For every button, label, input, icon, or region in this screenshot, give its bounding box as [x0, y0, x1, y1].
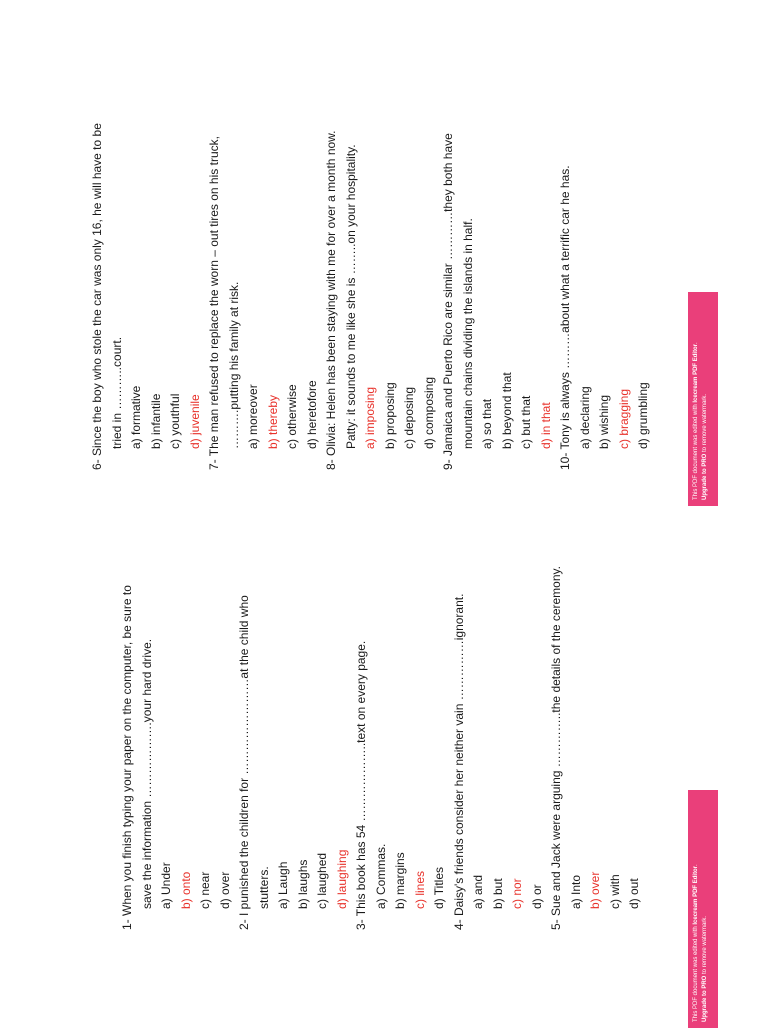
answer-option: a) declaring — [577, 386, 592, 449]
watermark-upgrade: Upgrade to PRO — [702, 453, 708, 500]
answer-option: c) youthful — [168, 393, 182, 449]
answer-option: c) but that — [519, 395, 533, 449]
watermark-brand: Icecream PDF Editor — [693, 865, 699, 925]
answer-option-correct: b) thereby — [265, 394, 280, 449]
answer-option: d) or — [529, 884, 544, 909]
answer-option: c) near — [198, 871, 212, 909]
answer-option: b) proposing — [382, 382, 397, 449]
answer-option-correct: b) over — [588, 871, 602, 909]
answer-option-correct: a) imposing — [363, 386, 377, 449]
question-line: 6- Since the boy who stole the car was only 16, he will have to be — [90, 123, 104, 470]
question-continuation: mountain chains dividing the islands in half. — [460, 218, 475, 449]
answer-option: a) and — [471, 874, 485, 909]
answer-option-correct: c) bragging — [616, 388, 631, 449]
answer-option: d) grumbling — [636, 382, 650, 449]
question-line: 10- Tony is always ………about what a terrific car he has. — [558, 165, 572, 470]
answer-option: a) so that — [480, 398, 494, 449]
answer-option: b) infantile — [148, 393, 163, 449]
answer-option: a) Laugh — [276, 861, 290, 909]
answer-option-correct: d) juvenile — [187, 394, 202, 449]
answer-option-correct: d) laughing — [334, 849, 349, 909]
question-continuation: save the information ……………….your hard drive. — [139, 638, 154, 909]
answer-option: d) out — [627, 878, 641, 909]
answer-option: d) heretofore — [304, 380, 319, 449]
answer-option: b) but — [490, 878, 505, 909]
question-continuation: stutters. — [256, 866, 271, 909]
answer-option: a) formative — [129, 385, 143, 449]
watermark-brand: Icecream PDF Editor — [693, 343, 699, 403]
question-continuation: Patty: it sounds to me like she is ……..on your hospitality. — [343, 144, 358, 449]
answer-option: a) Under — [159, 862, 173, 909]
question-column-left — [118, 566, 645, 930]
answer-option: b) laughs — [295, 859, 310, 909]
answer-option: d) Titles — [432, 866, 446, 909]
question-line: 4- Daisy's friends consider her neither vain ……………ignorant. — [451, 593, 466, 930]
watermark-text: This PDF document was edited with — [693, 924, 699, 1022]
question-line: 9- Jamaica and Puerto Rico are similar …………they both have — [441, 133, 455, 470]
question-line: 7- The man refused to replace the worn – out tires on his truck, — [207, 136, 221, 470]
answer-option-correct: c) nor — [510, 878, 524, 909]
question-continuation: tried in ………..court. — [109, 336, 124, 449]
watermark-text: to remove watermark. — [702, 393, 708, 454]
answer-option: c) otherwise — [285, 384, 299, 449]
answer-option-correct: c) lines — [412, 870, 427, 909]
answer-option: b) beyond that — [499, 372, 514, 449]
question-column-right — [88, 70, 654, 470]
answer-option-correct: b) onto — [178, 871, 193, 909]
answer-option: a) Into — [568, 874, 583, 909]
answer-option: c) laughed — [315, 852, 329, 909]
answer-option: c) deposing — [402, 386, 416, 449]
watermark-upgrade: Upgrade to PRO — [702, 975, 708, 1022]
watermark-banner-left — [688, 790, 718, 1028]
watermark-text: This PDF document was edited with — [693, 402, 699, 500]
answer-option: a) moreover — [246, 384, 260, 449]
question-continuation: ……….putting his family at risk. — [226, 281, 241, 449]
watermark-banner-right — [688, 292, 718, 506]
question-line: 8- Olivia: Helen has been staying with me for over a month now. — [324, 130, 338, 470]
answer-option: b) margins — [393, 852, 407, 909]
answer-option: b) wishing — [597, 394, 611, 449]
answer-option: d) composing — [421, 376, 436, 449]
answer-option: a) Commas. — [373, 843, 388, 909]
answer-option: c) with — [607, 874, 622, 909]
question-line: 3- This book has 54 ………………..text on every page. — [354, 640, 368, 930]
watermark-text: . — [693, 864, 699, 866]
answer-option-correct: d) in that — [538, 402, 553, 449]
question-line: 5- Sue and Jack were arguing …………..the details of the ceremony. — [549, 566, 563, 930]
question-line: 2- I punished the children for ……………………at the child who — [237, 595, 251, 930]
answer-option: d) over — [217, 871, 232, 909]
watermark-text: to remove watermark. — [702, 915, 708, 976]
question-line: 1- When you finish typing your paper on the computer, be sure to — [120, 585, 134, 930]
watermark-text: . — [693, 342, 699, 344]
